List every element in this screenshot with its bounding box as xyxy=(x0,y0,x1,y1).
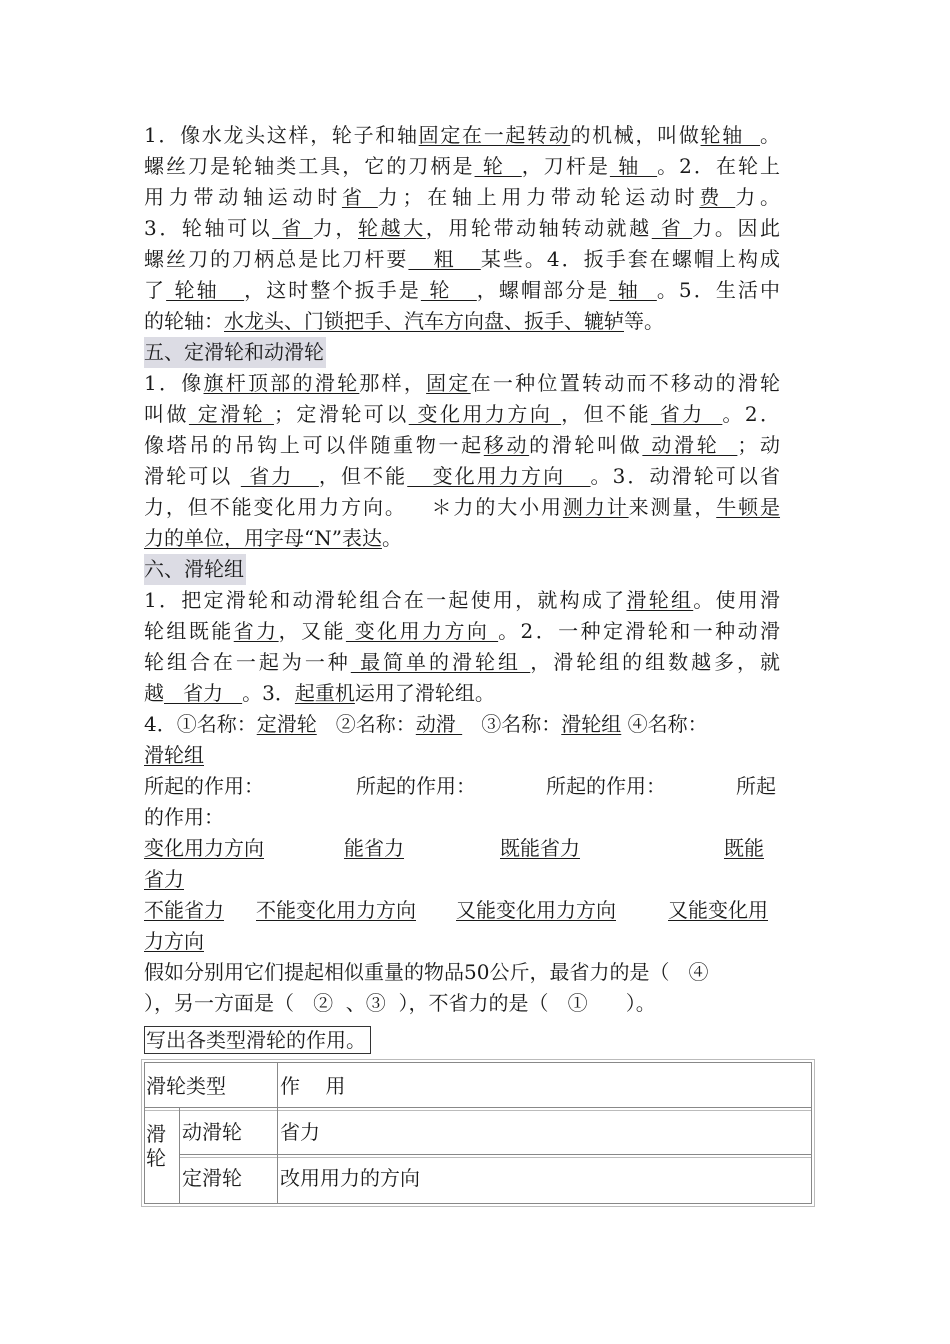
text-run: 了 xyxy=(144,278,167,302)
text-run: ，用轮带动轴转动就越 xyxy=(425,216,652,240)
answer-column xyxy=(724,833,764,864)
answer-row xyxy=(144,895,784,926)
text-run: 所起的作用： xyxy=(546,774,666,798)
section-heading: 五、定滑轮和动滑轮 xyxy=(144,337,326,368)
answer-column xyxy=(344,833,404,864)
table-rule xyxy=(179,1154,811,1155)
answer-blank: 旗杆顶部的滑轮 xyxy=(203,371,360,395)
text-run: 1．把定滑轮和动滑轮组合在一起使用，就构成了 xyxy=(144,588,627,612)
text-run: 力， xyxy=(312,216,358,240)
text-run: 越 xyxy=(144,681,164,705)
answer-blank: 力方向 xyxy=(144,929,204,953)
text-line xyxy=(144,151,780,182)
answer-blank: 动滑轮 xyxy=(642,433,738,457)
text-line xyxy=(144,306,664,337)
text-line xyxy=(144,709,708,740)
text-run: 像塔吊的吊钩上可以伴随重物一起 xyxy=(144,433,484,457)
text-run: 螺丝刀的刀柄总是比刀杆要 xyxy=(144,247,409,271)
text-run: 轮组合在一起为一种 xyxy=(144,650,351,674)
answer-blank: 水龙头、门锁把手、汽车方向盘、扳手、辘轳 xyxy=(224,309,624,333)
text-run: 力，但不能变化用力方向。 ＊力的大小用 xyxy=(144,495,563,519)
section-heading: 六、滑轮组 xyxy=(144,554,246,585)
text-run: 。3． xyxy=(242,681,295,705)
answer-blank: 省力 xyxy=(240,464,319,488)
text-run: 所起的作用： xyxy=(144,774,264,798)
answer-blank: 省力 xyxy=(164,681,243,705)
text-run: 1．像水龙头这样，轮子和轴 xyxy=(144,123,419,147)
answer-blank: 定滑轮 xyxy=(256,712,317,736)
answer-blank: 费 xyxy=(699,185,736,209)
answer-blank: 省力 xyxy=(233,619,279,643)
answer-row xyxy=(144,864,784,895)
text-run: 。5．生活中 xyxy=(656,278,781,302)
answer-column xyxy=(144,833,264,864)
answer-blank: 粗 xyxy=(408,247,481,271)
text-run: ，但不能 xyxy=(561,402,651,426)
text-run: 。 xyxy=(760,123,781,147)
text-run: 力。 xyxy=(735,185,781,209)
answer-blank: 力的单位，用字母“N”表达 xyxy=(144,526,382,550)
pulley-table xyxy=(144,1062,812,1204)
text-run: ；定滑轮可以 xyxy=(273,402,409,426)
answer-blank: 又能变化用力方向 xyxy=(456,898,616,922)
answer-blank: 轮 xyxy=(474,154,522,178)
answer-blank: 变化用力方向 xyxy=(144,836,264,860)
answer-blank: 省力 xyxy=(650,402,723,426)
answer-column xyxy=(144,802,224,833)
answer-blank: 既能省力 xyxy=(500,836,580,860)
answer-blank: 滑轮组 xyxy=(144,743,204,767)
text-run: ，这时整个扳手是 xyxy=(244,278,421,302)
answer-column xyxy=(546,771,666,802)
answer-column xyxy=(144,864,184,895)
answer-blank: 又能变化用 xyxy=(668,898,768,922)
text-run: 。3．动滑轮可以省 xyxy=(590,464,780,488)
text-run: 4．①名称： xyxy=(144,712,257,736)
text-run: ，刀杆是 xyxy=(521,154,610,178)
answer-blank: 最简单的滑轮组 xyxy=(350,650,531,674)
text-run: 那样， xyxy=(359,371,427,395)
answer-blank: 移动 xyxy=(483,433,530,457)
text-run: 。2．在轮上 xyxy=(657,154,781,178)
answer-row xyxy=(144,926,784,957)
text-run: 的作用： xyxy=(144,805,224,829)
text-line xyxy=(144,337,326,368)
text-line xyxy=(144,213,780,244)
text-run: 轮组既能 xyxy=(144,619,234,643)
answer-blank: 牛顿是 xyxy=(716,495,781,519)
answer-blank: 轮 xyxy=(420,278,477,302)
table-header-function: 作 用 xyxy=(280,1074,346,1098)
answer-blank: 滑轮组 xyxy=(626,588,694,612)
text-run: 3．轮轴可以 xyxy=(144,216,273,240)
answer-row xyxy=(144,833,784,864)
answer-blank: 动滑 xyxy=(415,712,463,736)
answer-blank: 不能变化用力方向 xyxy=(256,898,416,922)
table-rule xyxy=(179,1107,180,1203)
answer-column xyxy=(144,771,264,802)
text-run: 叫做 xyxy=(144,402,189,426)
answer-blank: 能省力 xyxy=(344,836,404,860)
answer-column xyxy=(144,926,204,957)
text-run: 力；在轴上用力带动轮运动时 xyxy=(377,185,700,209)
text-line xyxy=(144,182,780,213)
text-line: 假如分别用它们提起相似重量的物品50公斤，最省力的是（ ④ xyxy=(144,960,709,984)
answer-blank: 轴 xyxy=(609,278,657,302)
answer-blank: 定滑轮 xyxy=(188,402,274,426)
table-cell-fixed-function: 改用用力的方向 xyxy=(280,1166,420,1190)
text-line xyxy=(144,585,780,616)
text-line xyxy=(144,244,780,275)
answer-column xyxy=(456,895,616,926)
text-line xyxy=(144,616,780,647)
text-run: 螺丝刀是轮轴类工具，它的刀柄是 xyxy=(144,154,475,178)
text-run: ，又能 xyxy=(278,619,346,643)
text-line xyxy=(144,120,780,151)
text-run: 力。因此 xyxy=(692,216,781,240)
text-run: ；动 xyxy=(737,433,781,457)
text-run: ②名称： xyxy=(316,712,416,736)
text-line: ），另一方面是（ ② 、③ ），不省力的是（ ① ）。 xyxy=(144,991,656,1015)
answer-blank: 轴 xyxy=(609,154,658,178)
answer-blank: 固定在一起转动 xyxy=(418,123,571,147)
answer-blank: 滑轮组 xyxy=(561,712,622,736)
table-cell-movable-function: 省力 xyxy=(280,1120,320,1144)
text-run: 用力带动轴运动时 xyxy=(144,185,342,209)
answer-blank: 固定 xyxy=(426,371,471,395)
table-header-type: 滑轮类型 xyxy=(146,1074,226,1098)
text-line xyxy=(144,740,204,771)
text-run: 的轮轴： xyxy=(144,309,224,333)
text-line xyxy=(144,554,246,585)
text-run: 等。 xyxy=(624,309,664,333)
answer-blank: 变化用力方向 xyxy=(407,464,591,488)
text-line xyxy=(144,368,780,399)
answer-blank: 变化用力方向 xyxy=(408,402,562,426)
text-run: ④名称： xyxy=(621,712,708,736)
answer-blank: 测力计 xyxy=(562,495,629,519)
answer-blank: 起重机 xyxy=(294,681,355,705)
answer-blank: 省 xyxy=(341,185,378,209)
table-rule xyxy=(145,1110,811,1111)
text-line xyxy=(144,461,780,492)
answer-column xyxy=(736,771,776,802)
table-rule xyxy=(277,1063,278,1203)
text-line xyxy=(144,399,780,430)
answer-blank: 轮轴 xyxy=(166,278,245,302)
text-run: ，但不能 xyxy=(318,464,408,488)
answer-row xyxy=(144,771,784,802)
text-run: 。 xyxy=(381,526,402,550)
answer-blank: 轮越大 xyxy=(358,216,426,240)
text-line xyxy=(144,275,780,306)
table-rule xyxy=(145,1107,811,1108)
answer-blank: 轮轴 xyxy=(700,123,761,147)
table-cell-movable-pulley: 动滑轮 xyxy=(182,1120,242,1144)
text-run: ，滑轮组的组数越多，就 xyxy=(530,650,781,674)
answer-blank: 不能省力 xyxy=(144,898,224,922)
text-run: 来测量， xyxy=(628,495,717,519)
text-run: ③名称： xyxy=(462,712,562,736)
answer-blank: 既能 xyxy=(724,836,764,860)
text-run: 。2． xyxy=(722,402,781,426)
answer-column xyxy=(668,895,768,926)
answer-row xyxy=(144,802,784,833)
table-rule xyxy=(179,1157,811,1158)
text-run: 。2．一种定滑轮和一种动滑 xyxy=(498,619,781,643)
text-line xyxy=(144,678,495,709)
text-run: 滑轮可以 xyxy=(144,464,241,488)
answer-blank: 省 xyxy=(651,216,693,240)
answer-column xyxy=(144,895,224,926)
boxed-label: 写出各类型滑轮的作用。 xyxy=(144,1026,371,1054)
text-run: 某些。4．扳手套在螺帽上构成 xyxy=(480,247,780,271)
table-group-label-2: 轮 xyxy=(146,1146,166,1170)
text-line xyxy=(144,523,402,554)
answer-blank: 省力 xyxy=(144,867,184,891)
text-line xyxy=(144,430,780,461)
text-run: 的机械，叫做 xyxy=(570,123,701,147)
text-line xyxy=(144,492,780,523)
text-line xyxy=(144,647,780,678)
text-run: 所起的作用： xyxy=(356,774,476,798)
table-group-label-1: 滑 xyxy=(146,1122,166,1146)
table-cell-fixed-pulley: 定滑轮 xyxy=(182,1166,242,1190)
answer-blank: 省 xyxy=(272,216,313,240)
text-run: 所起 xyxy=(736,774,776,798)
text-run: 。使用滑 xyxy=(693,588,780,612)
text-run: 的滑轮叫做 xyxy=(529,433,643,457)
text-run: 1．像 xyxy=(144,371,204,395)
text-run: 在一种位置转动而不移动的滑轮 xyxy=(470,371,781,395)
answer-column xyxy=(500,833,580,864)
text-run: ，螺帽部分是 xyxy=(476,278,610,302)
text-run: 运用了滑轮组。 xyxy=(354,681,495,705)
answer-blank: 变化用力方向 xyxy=(345,619,499,643)
answer-column xyxy=(256,895,416,926)
answer-column xyxy=(356,771,476,802)
